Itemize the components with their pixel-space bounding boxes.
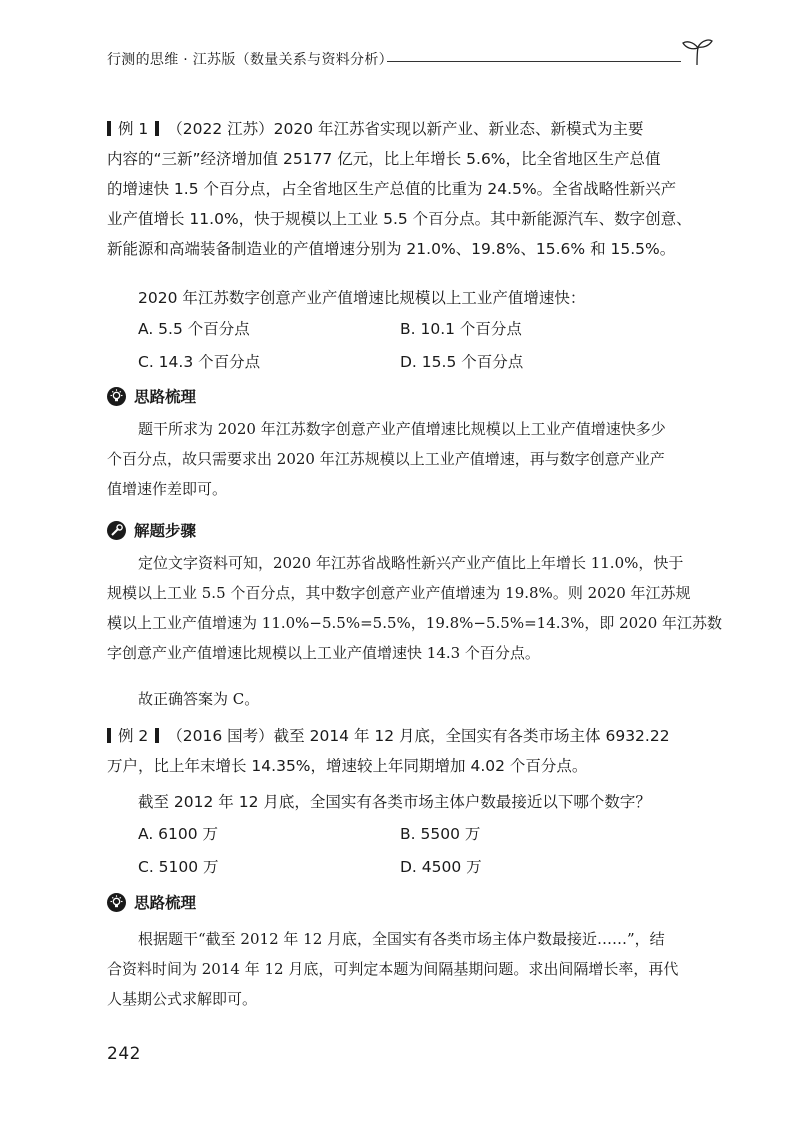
example-1-question — [107, 283, 707, 313]
example-1-text: （2022 江苏）2020 年江苏省实现以新产业、新业态、新模式为主要 — [167, 120, 644, 138]
option-b: B. 10.1 个百分点 — [400, 320, 522, 338]
question-text: 2020 年江苏数字创意产业产值增速比规模以上工业产值增速快： — [138, 289, 586, 307]
analysis-heading — [107, 888, 196, 916]
example-1-line: 内容的“三新”经济增加值 25177 亿元，比上年增长 5.6%，比全省地区生产总值 — [107, 150, 661, 168]
analysis-line: 个百分点，故只需要求出 2020 年江苏规模以上工业产值增速，再与数字创意产业产 — [107, 450, 665, 468]
example-1-line: 的增速快 1.5 个百分点，占全省地区生产总值的比重为 24.5%。全省战略性新兴产 — [107, 180, 677, 198]
analysis-line: 人基期公式求解即可。 — [107, 990, 258, 1008]
example-2-label: 例 2 — [118, 727, 149, 745]
example-2-question — [107, 787, 707, 817]
steps-line: 定位文字资料可知，2020 年江苏省战略性新兴产业产值比上年增长 11.0%，快于 — [138, 554, 684, 572]
lightbulb-icon — [107, 387, 126, 406]
example-1-stem — [107, 114, 707, 264]
steps-title: 解题步骤 — [134, 522, 197, 540]
example-1-line — [107, 114, 707, 144]
option-d: D. 15.5 个百分点 — [400, 353, 524, 371]
steps-line: 模以上工业产值增速为 11.0%−5.5%=5.5%，19.8%−5.5%=14.3%，即 2020 年江苏数 — [107, 614, 723, 632]
example-1-line: 业产值增长 11.0%，快于规模以上工业 5.5 个百分点。其中新能源汽车、数字创意、 — [107, 210, 692, 228]
option-c: C. 5100 万 — [138, 858, 219, 876]
example-1-steps — [107, 548, 723, 668]
example-marker-right — [155, 121, 159, 136]
example-marker-left — [107, 728, 111, 743]
example-1-options — [107, 314, 707, 380]
example-2-stem — [107, 721, 707, 781]
page-number: 242 — [107, 1044, 141, 1064]
example-1-label: 例 1 — [118, 120, 149, 138]
example-2-options — [107, 819, 707, 885]
example-1-analysis — [107, 414, 707, 504]
example-marker-right — [155, 728, 159, 743]
steps-line: 字创意产业产值增速比规模以上工业产值增速快 14.3 个百分点。 — [107, 644, 540, 662]
analysis-title: 思路梳理 — [134, 388, 197, 406]
option-d: D. 4500 万 — [400, 858, 482, 876]
example-marker-left — [107, 121, 111, 136]
steps-line: 规模以上工业 5.5 个百分点，其中数字创意产业产值增速为 19.8%。则 2020 年江苏规 — [107, 584, 691, 602]
option-a: A. 6100 万 — [138, 825, 219, 843]
question-text: 截至 2012 年 12 月底，全国实有各类市场主体户数最接近以下哪个数字？ — [138, 793, 651, 811]
analysis-title: 思路梳理 — [134, 894, 197, 912]
steps-heading — [107, 516, 196, 544]
example-2-line: 万户，比上年末增长 14.35%，增速较上年同期增加 4.02 个百分点。 — [107, 757, 588, 775]
running-header — [107, 49, 717, 73]
example-1-answer — [107, 684, 707, 714]
example-1-line: 新能源和高端装备制造业的产值增速分别为 21.0%、19.8%、15.6% 和 15.5%。 — [107, 240, 676, 258]
analysis-line: 合资料时间为 2014 年 12 月底，可判定本题为间隔基期问题。求出间隔增长率，再代 — [107, 960, 679, 978]
answer-text: 故正确答案为 C。 — [138, 690, 260, 708]
header-rule — [387, 61, 681, 62]
analysis-line: 题干所求为 2020 年江苏数字创意产业产值增速比规模以上工业产值增速快多少 — [138, 420, 666, 438]
sprout-icon — [677, 35, 717, 67]
wrench-icon — [107, 521, 126, 540]
option-a: A. 5.5 个百分点 — [138, 320, 250, 338]
lightbulb-icon — [107, 893, 126, 912]
option-b: B. 5500 万 — [400, 825, 481, 843]
option-c: C. 14.3 个百分点 — [138, 353, 261, 371]
analysis-heading — [107, 382, 196, 410]
example-2-line — [107, 721, 707, 751]
example-2-text: （2016 国考）截至 2014 年 12 月底，全国实有各类市场主体 6932.22 — [167, 727, 670, 745]
header-title: 行测的思维 · 江苏版（数量关系与资料分析） — [107, 52, 393, 68]
analysis-line: 值增速作差即可。 — [107, 480, 228, 498]
example-2-analysis — [107, 924, 707, 1014]
analysis-line: 根据题干“截至 2012 年 12 月底，全国实有各类市场主体户数最接近……”，结 — [138, 930, 665, 948]
